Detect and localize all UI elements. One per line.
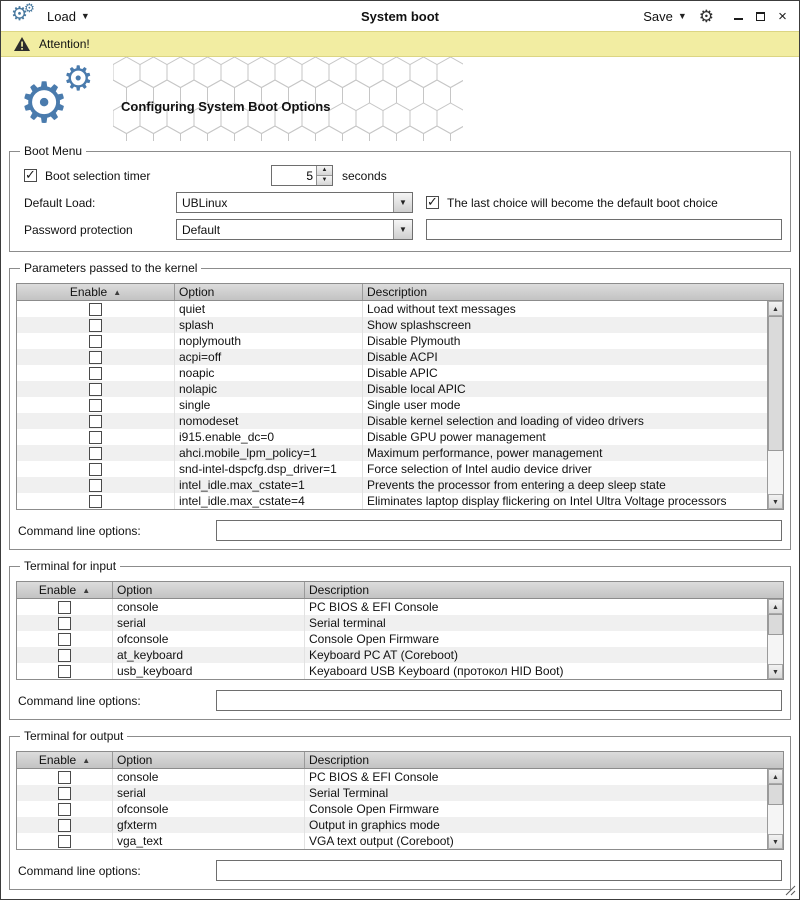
last-choice-checkbox-line[interactable] bbox=[426, 196, 718, 210]
sort-asc-icon: ▲ bbox=[82, 585, 91, 595]
timer-unit-label: seconds bbox=[342, 168, 387, 183]
option-cell: noplymouth bbox=[175, 333, 363, 349]
enable-cell bbox=[17, 477, 175, 493]
table-row[interactable] bbox=[17, 477, 767, 493]
scroll-up-icon[interactable]: ▲ bbox=[768, 769, 783, 784]
enable-checkbox[interactable] bbox=[58, 787, 71, 800]
scrollbar-track[interactable] bbox=[768, 784, 783, 834]
description-cell: Serial terminal bbox=[309, 616, 386, 630]
boot-timer-checkbox-line[interactable] bbox=[24, 169, 271, 183]
description-cell: PC BIOS & EFI Console bbox=[309, 600, 439, 614]
terminal-output-legend: Terminal for output bbox=[24, 729, 124, 743]
enable-cell bbox=[17, 785, 113, 801]
table-row[interactable] bbox=[17, 461, 767, 477]
default-load-label: Default Load: bbox=[24, 195, 96, 210]
table-row[interactable] bbox=[17, 631, 767, 647]
scrollbar-thumb[interactable] bbox=[768, 316, 783, 451]
cmdline-label: Command line options: bbox=[18, 523, 141, 538]
column-header-enable[interactable]: Enable ▲ bbox=[17, 284, 175, 300]
description-cell: Single user mode bbox=[367, 398, 461, 412]
scrollbar-thumb[interactable] bbox=[768, 784, 783, 805]
boot-menu-legend: Boot Menu bbox=[24, 144, 83, 158]
resize-grip[interactable] bbox=[783, 883, 796, 896]
app-gears-icon: ⚙ ⚙ bbox=[11, 1, 35, 25]
enable-checkbox[interactable] bbox=[89, 383, 102, 396]
table-row[interactable] bbox=[17, 429, 767, 445]
description-cell: Disable GPU power management bbox=[367, 430, 546, 444]
description-cell: Force selection of Intel audio device driver bbox=[367, 462, 592, 476]
option-cell: console bbox=[113, 599, 305, 615]
enable-cell bbox=[17, 615, 113, 631]
table-row[interactable] bbox=[17, 615, 767, 631]
description-cell: Console Open Firmware bbox=[309, 802, 440, 816]
column-header-description[interactable]: Description bbox=[367, 285, 428, 299]
description-cell: Keyaboard USB Keyboard (протокол HID Boot) bbox=[309, 664, 564, 678]
last-choice-label: The last choice will become the default boot choice bbox=[447, 195, 718, 210]
page-header bbox=[1, 57, 799, 141]
enable-checkbox[interactable] bbox=[89, 399, 102, 412]
description-cell: Disable kernel selection and loading of video drivers bbox=[367, 414, 644, 428]
maximize-button[interactable] bbox=[754, 10, 767, 23]
description-cell: Maximum performance, power management bbox=[367, 446, 603, 460]
enable-checkbox[interactable] bbox=[89, 463, 102, 476]
enable-cell bbox=[17, 445, 175, 461]
option-cell: gfxterm bbox=[113, 817, 305, 833]
vertical-scrollbar[interactable] bbox=[767, 599, 783, 679]
enable-checkbox[interactable] bbox=[89, 495, 102, 508]
option-cell: nomodeset bbox=[175, 413, 363, 429]
maximize-icon bbox=[756, 12, 765, 21]
chevron-down-icon: ▼ bbox=[677, 11, 687, 21]
column-header-option[interactable]: Option bbox=[113, 752, 305, 768]
vertical-scrollbar[interactable] bbox=[767, 769, 783, 849]
option-cell: ofconsole bbox=[113, 801, 305, 817]
titlebar bbox=[1, 1, 799, 31]
terminal-output-group bbox=[9, 729, 791, 890]
enable-checkbox[interactable] bbox=[58, 835, 71, 848]
enable-cell bbox=[17, 647, 113, 663]
column-header-option[interactable]: Option bbox=[113, 582, 305, 598]
boot-timer-checkbox[interactable] bbox=[24, 169, 37, 182]
boot-menu-group bbox=[9, 144, 791, 252]
enable-cell bbox=[17, 631, 113, 647]
attention-banner bbox=[1, 31, 799, 57]
option-cell: vga_text bbox=[113, 833, 305, 849]
description-cell: PC BIOS & EFI Console bbox=[309, 770, 439, 784]
option-cell: serial bbox=[113, 785, 305, 801]
password-protection-label: Password protection bbox=[24, 222, 133, 237]
cmdline-label: Command line options: bbox=[18, 863, 141, 878]
enable-checkbox[interactable] bbox=[89, 367, 102, 380]
enable-checkbox[interactable] bbox=[58, 649, 71, 662]
save-menu-button[interactable] bbox=[643, 9, 687, 24]
table-row[interactable] bbox=[17, 349, 767, 365]
description-cell: Show splashscreen bbox=[367, 318, 472, 332]
description-cell: Disable APIC bbox=[367, 366, 438, 380]
enable-cell bbox=[17, 833, 113, 849]
kernel-params-group bbox=[9, 261, 791, 550]
enable-checkbox[interactable] bbox=[58, 803, 71, 816]
scrollbar-track[interactable] bbox=[768, 316, 783, 494]
column-header-option[interactable]: Option bbox=[175, 284, 363, 300]
table-row[interactable] bbox=[17, 381, 767, 397]
column-header-enable[interactable]: Enable ▲ bbox=[17, 752, 113, 768]
option-cell: single bbox=[175, 397, 363, 413]
table-row[interactable] bbox=[17, 365, 767, 381]
enable-checkbox[interactable] bbox=[89, 415, 102, 428]
enable-checkbox[interactable] bbox=[89, 303, 102, 316]
password-protection-value: Default bbox=[182, 222, 221, 237]
table-row[interactable] bbox=[17, 801, 767, 817]
scroll-up-icon[interactable]: ▲ bbox=[768, 599, 783, 614]
option-cell: quiet bbox=[175, 301, 363, 317]
cmdline-label: Command line options: bbox=[18, 693, 141, 708]
page-title: Configuring System Boot Options bbox=[121, 99, 331, 114]
vertical-scrollbar[interactable] bbox=[767, 301, 783, 509]
enable-cell bbox=[17, 599, 113, 615]
table-body bbox=[17, 599, 767, 679]
enable-checkbox[interactable] bbox=[58, 601, 71, 614]
table-row[interactable] bbox=[17, 445, 767, 461]
enable-checkbox[interactable] bbox=[58, 633, 71, 646]
table-row[interactable] bbox=[17, 647, 767, 663]
table-row[interactable] bbox=[17, 817, 767, 833]
chevron-down-icon: ▼ bbox=[80, 11, 90, 21]
table-row[interactable] bbox=[17, 769, 767, 785]
option-cell: splash bbox=[175, 317, 363, 333]
table-row[interactable] bbox=[17, 317, 767, 333]
combo-arrow-icon[interactable]: ▼ bbox=[393, 193, 412, 212]
kernel-params-legend: Parameters passed to the kernel bbox=[24, 261, 198, 275]
option-cell: noapic bbox=[175, 365, 363, 381]
table-body bbox=[17, 769, 767, 849]
timer-value-input[interactable] bbox=[272, 166, 316, 185]
enable-cell bbox=[17, 413, 175, 429]
warning-icon bbox=[13, 36, 31, 52]
combo-arrow-icon[interactable]: ▼ bbox=[393, 220, 412, 239]
enable-cell bbox=[17, 301, 175, 317]
sort-asc-icon: ▲ bbox=[82, 755, 91, 765]
table-row[interactable] bbox=[17, 785, 767, 801]
option-cell: i915.enable_dc=0 bbox=[175, 429, 363, 445]
description-cell: Keyboard PC AT (Coreboot) bbox=[309, 648, 458, 662]
enable-checkbox[interactable] bbox=[89, 479, 102, 492]
spin-down-icon[interactable]: ▼ bbox=[317, 176, 332, 185]
table-row[interactable] bbox=[17, 493, 767, 509]
spin-up-icon[interactable]: ▲ bbox=[317, 166, 332, 176]
enable-checkbox[interactable] bbox=[89, 447, 102, 460]
option-cell: usb_keyboard bbox=[113, 663, 305, 679]
timer-spinbox[interactable] bbox=[271, 165, 333, 186]
column-header-enable[interactable]: Enable ▲ bbox=[17, 582, 113, 598]
load-menu-button[interactable] bbox=[47, 9, 90, 24]
option-cell: console bbox=[113, 769, 305, 785]
minimize-icon bbox=[734, 18, 743, 20]
default-load-combobox[interactable] bbox=[176, 192, 413, 213]
attention-text: Attention! bbox=[39, 37, 90, 51]
enable-cell bbox=[17, 817, 113, 833]
terminal-input-legend: Terminal for input bbox=[24, 559, 117, 573]
description-cell: Prevents the processor from entering a deep sleep state bbox=[367, 478, 666, 492]
kernel-cmdline-input[interactable] bbox=[216, 520, 782, 541]
enable-checkbox[interactable] bbox=[89, 431, 102, 444]
option-cell: ahci.mobile_lpm_policy=1 bbox=[175, 445, 363, 461]
option-cell: intel_idle.max_cstate=4 bbox=[175, 493, 363, 509]
description-cell: Disable Plymouth bbox=[367, 334, 461, 348]
column-header-description[interactable]: Description bbox=[309, 583, 370, 597]
save-menu-label: Save bbox=[643, 8, 673, 24]
minimize-button[interactable] bbox=[732, 10, 745, 23]
table-header bbox=[17, 284, 783, 301]
scroll-up-icon[interactable]: ▲ bbox=[768, 301, 783, 316]
description-cell: Disable ACPI bbox=[367, 350, 438, 364]
enable-cell bbox=[17, 663, 113, 679]
column-header-description[interactable]: Description bbox=[309, 753, 370, 767]
enable-cell bbox=[17, 381, 175, 397]
table-row[interactable] bbox=[17, 413, 767, 429]
default-load-value: UBLinux bbox=[182, 195, 228, 210]
terminal-output-table bbox=[16, 751, 784, 850]
terminal-output-cmdline-input[interactable] bbox=[216, 860, 782, 881]
option-cell: serial bbox=[113, 615, 305, 631]
description-cell: Eliminates laptop display flickering on Intel Ultra Voltage processors bbox=[367, 494, 727, 508]
enable-cell bbox=[17, 333, 175, 349]
password-input[interactable] bbox=[426, 219, 782, 240]
scrollbar-track[interactable] bbox=[768, 614, 783, 664]
load-menu-label: Load bbox=[47, 8, 76, 24]
option-cell: ofconsole bbox=[113, 631, 305, 647]
window-title: System boot bbox=[360, 8, 439, 24]
table-row[interactable] bbox=[17, 301, 767, 317]
description-cell: Disable local APIC bbox=[367, 382, 466, 396]
enable-checkbox[interactable] bbox=[58, 665, 71, 678]
table-body bbox=[17, 301, 767, 509]
description-cell: Console Open Firmware bbox=[309, 632, 440, 646]
enable-checkbox[interactable] bbox=[89, 351, 102, 364]
boot-timer-label: Boot selection timer bbox=[45, 168, 151, 183]
scroll-down-icon[interactable]: ▼ bbox=[768, 834, 783, 849]
settings-gear-icon[interactable]: ⚙ bbox=[698, 6, 714, 26]
option-cell: snd-intel-dspcfg.dsp_driver=1 bbox=[175, 461, 363, 477]
enable-cell bbox=[17, 769, 113, 785]
terminal-input-cmdline-input[interactable] bbox=[216, 690, 782, 711]
table-row[interactable] bbox=[17, 833, 767, 849]
enable-checkbox[interactable] bbox=[58, 819, 71, 832]
description-cell: Load without text messages bbox=[367, 302, 516, 316]
enable-checkbox[interactable] bbox=[89, 319, 102, 332]
last-choice-checkbox[interactable] bbox=[426, 196, 439, 209]
enable-cell bbox=[17, 493, 175, 509]
enable-cell bbox=[17, 397, 175, 413]
table-row[interactable] bbox=[17, 663, 767, 679]
scrollbar-thumb[interactable] bbox=[768, 614, 783, 635]
table-row[interactable] bbox=[17, 599, 767, 615]
description-cell: Output in graphics mode bbox=[309, 818, 440, 832]
enable-cell bbox=[17, 429, 175, 445]
enable-checkbox[interactable] bbox=[89, 335, 102, 348]
option-cell: acpi=off bbox=[175, 349, 363, 365]
scroll-down-icon[interactable]: ▼ bbox=[768, 664, 783, 679]
gears-logo-icon: ⚙ ⚙ bbox=[19, 60, 94, 134]
terminal-input-group bbox=[9, 559, 791, 720]
table-row[interactable] bbox=[17, 333, 767, 349]
table-row[interactable] bbox=[17, 397, 767, 413]
enable-cell bbox=[17, 801, 113, 817]
enable-checkbox[interactable] bbox=[58, 617, 71, 630]
description-cell: Serial Terminal bbox=[309, 786, 389, 800]
description-cell: VGA text output (Coreboot) bbox=[309, 834, 454, 848]
table-header bbox=[17, 582, 783, 599]
enable-cell bbox=[17, 461, 175, 477]
close-button[interactable]: × bbox=[778, 7, 787, 25]
terminal-input-table bbox=[16, 581, 784, 680]
table-header bbox=[17, 752, 783, 769]
scroll-down-icon[interactable]: ▼ bbox=[768, 494, 783, 509]
sort-asc-icon: ▲ bbox=[113, 287, 122, 297]
enable-cell bbox=[17, 317, 175, 333]
enable-cell bbox=[17, 349, 175, 365]
kernel-params-table bbox=[16, 283, 784, 510]
enable-checkbox[interactable] bbox=[58, 771, 71, 784]
option-cell: at_keyboard bbox=[113, 647, 305, 663]
option-cell: intel_idle.max_cstate=1 bbox=[175, 477, 363, 493]
option-cell: nolapic bbox=[175, 381, 363, 397]
enable-cell bbox=[17, 365, 175, 381]
password-protection-combobox[interactable] bbox=[176, 219, 413, 240]
